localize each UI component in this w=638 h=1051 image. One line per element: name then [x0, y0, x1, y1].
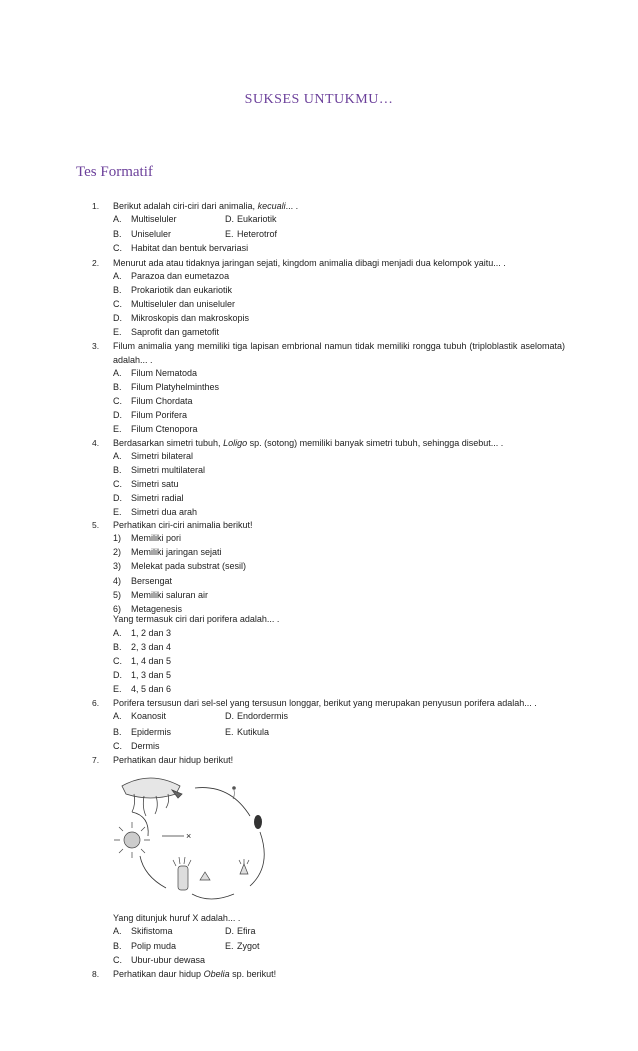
option-label: A.: [113, 214, 122, 224]
option-label: E.: [113, 684, 122, 694]
item-text: Memiliki saluran air: [131, 590, 209, 600]
item-text: Metagenesis: [131, 604, 183, 614]
cycle-arrows: [132, 788, 264, 899]
item-text: Memiliki jaringan sejati: [131, 547, 222, 557]
option-label: C.: [113, 656, 122, 666]
option-label: C.: [113, 955, 122, 965]
option-text: Saprofit dan gametofit: [131, 327, 220, 337]
option-label: D.: [225, 926, 234, 936]
option-label: D.: [113, 670, 122, 680]
item-label: 2): [113, 547, 122, 557]
item-label: 6): [113, 604, 122, 614]
option-text: Mikroskopis dan makroskopis: [131, 313, 250, 323]
question-prompt: Yang termasuk ciri dari porifera adalah... .: [113, 614, 280, 624]
option-label: E.: [225, 229, 234, 239]
option-text: Koanosit: [131, 711, 167, 721]
option-label: B.: [113, 465, 122, 475]
option-text: Simetri radial: [131, 493, 184, 503]
item-label: 1): [113, 533, 122, 543]
item-text: Memiliki pori: [131, 533, 182, 543]
jellyfish-life-cycle-figure: [110, 776, 280, 906]
item-text: Melekat pada substrat (sesil): [131, 561, 247, 571]
option-text: Multiseluler: [131, 214, 177, 224]
ephyra-illustration: [114, 822, 150, 858]
larva-illustration: [232, 786, 262, 829]
option-text: 2, 3 dan 4: [131, 642, 172, 652]
item-label: 4): [113, 576, 122, 586]
question-text-cont: adalah... .: [113, 355, 153, 365]
option-label: E.: [113, 327, 122, 337]
option-label: B.: [113, 285, 122, 295]
question-text: Perhatikan daur hidup Obelia sp. berikut!: [113, 969, 277, 979]
option-label: A.: [113, 451, 122, 461]
option-label: C.: [113, 396, 122, 406]
section-title: Tes Formatif: [76, 164, 153, 180]
option-label: C.: [113, 479, 122, 489]
option-text: 4, 5 dan 6: [131, 684, 172, 694]
option-text: Eukariotik: [237, 214, 277, 224]
polyp-illustration: [173, 857, 249, 890]
question-number: 2.: [92, 258, 100, 268]
option-text: Simetri bilateral: [131, 451, 194, 461]
page-header: SUKSES UNTUKMU…: [244, 92, 394, 107]
question-number: 1.: [92, 201, 100, 211]
question-prompt: Yang ditunjuk huruf X adalah... .: [113, 913, 241, 923]
question-text: Berikut adalah ciri-ciri dari animalia, kecuali... .: [113, 201, 299, 211]
option-text: Kutikula: [237, 727, 270, 737]
option-text: Uniseluler: [131, 229, 172, 239]
option-text: Habitat dan bentuk bervariasi: [131, 243, 249, 253]
question-text: Berdasarkan simetri tubuh, Loligo sp. (sotong) memiliki banyak simetri tubuh, sehingga disebut... .: [113, 438, 504, 448]
option-label: A.: [113, 926, 122, 936]
option-text: Dermis: [131, 741, 160, 751]
option-text: Simetri satu: [131, 479, 179, 489]
option-text: 1, 3 dan 5: [131, 670, 172, 680]
question-number: 3.: [92, 341, 100, 351]
option-text: Simetri multilateral: [131, 465, 206, 475]
option-label: B.: [113, 229, 122, 239]
option-label: D.: [225, 711, 234, 721]
option-label: C.: [113, 243, 122, 253]
option-label: A.: [113, 271, 122, 281]
x-marker: ×: [186, 831, 192, 841]
option-text: 1, 4 dan 5: [131, 656, 172, 666]
option-text: Filum Ctenopora: [131, 424, 198, 434]
option-text: Filum Chordata: [131, 396, 193, 406]
option-label: A.: [113, 628, 122, 638]
option-label: E.: [113, 507, 122, 517]
option-label: A.: [113, 368, 122, 378]
option-label: E.: [113, 424, 122, 434]
option-text: Epidermis: [131, 727, 172, 737]
option-text: Skifistoma: [131, 926, 173, 936]
item-label: 3): [113, 561, 122, 571]
question-text: Filum animalia yang memiliki tiga lapisan embrional namun tidak memiliki rongga tubuh (triploblastik aselomata): [113, 341, 565, 351]
option-text: Filum Porifera: [131, 410, 188, 420]
option-label: B.: [113, 941, 122, 951]
option-label: D.: [113, 313, 122, 323]
option-text: Endordermis: [237, 711, 289, 721]
option-label: D.: [225, 214, 234, 224]
option-text: Filum Platyhelminthes: [131, 382, 220, 392]
option-label: E.: [225, 727, 234, 737]
question-text: Perhatikan daur hidup berikut!: [113, 755, 234, 765]
option-text: Zygot: [237, 941, 260, 951]
option-text: Multiseluler dan uniseluler: [131, 299, 236, 309]
option-text: Polip muda: [131, 941, 177, 951]
option-text: 1, 2 dan 3: [131, 628, 172, 638]
question-text: Menurut ada atau tidaknya jaringan sejati, kingdom animalia dibagi menjadi dua kelompok yaitu... .: [113, 258, 506, 268]
option-label: B.: [113, 382, 122, 392]
option-text: Simetri dua arah: [131, 507, 198, 517]
question-number: 8.: [92, 969, 100, 979]
medusa-illustration: [122, 778, 182, 816]
option-label: A.: [113, 711, 122, 721]
question-number: 6.: [92, 698, 100, 708]
option-label: B.: [113, 642, 122, 652]
option-label: C.: [113, 299, 122, 309]
option-text: Efira: [237, 926, 256, 936]
question-text: Perhatikan ciri-ciri animalia berikut!: [113, 520, 253, 530]
option-text: Filum Nematoda: [131, 368, 198, 378]
option-text: Heterotrof: [237, 229, 278, 239]
question-text: Porifera tersusun dari sel-sel yang tersusun longgar, berikut yang merupakan penyusun porifera adalah... .: [113, 698, 537, 708]
option-label: C.: [113, 741, 122, 751]
option-text: Prokariotik dan eukariotik: [131, 285, 233, 295]
option-label: D.: [113, 493, 122, 503]
option-text: Ubur-ubur dewasa: [131, 955, 206, 965]
question-number: 7.: [92, 755, 100, 765]
question-number: 4.: [92, 438, 100, 448]
question-number: 5.: [92, 520, 100, 530]
item-text: Bersengat: [131, 576, 173, 586]
item-label: 5): [113, 590, 122, 600]
option-label: D.: [113, 410, 122, 420]
option-text: Parazoa dan eumetazoa: [131, 271, 230, 281]
option-label: B.: [113, 727, 122, 737]
option-label: E.: [225, 941, 234, 951]
